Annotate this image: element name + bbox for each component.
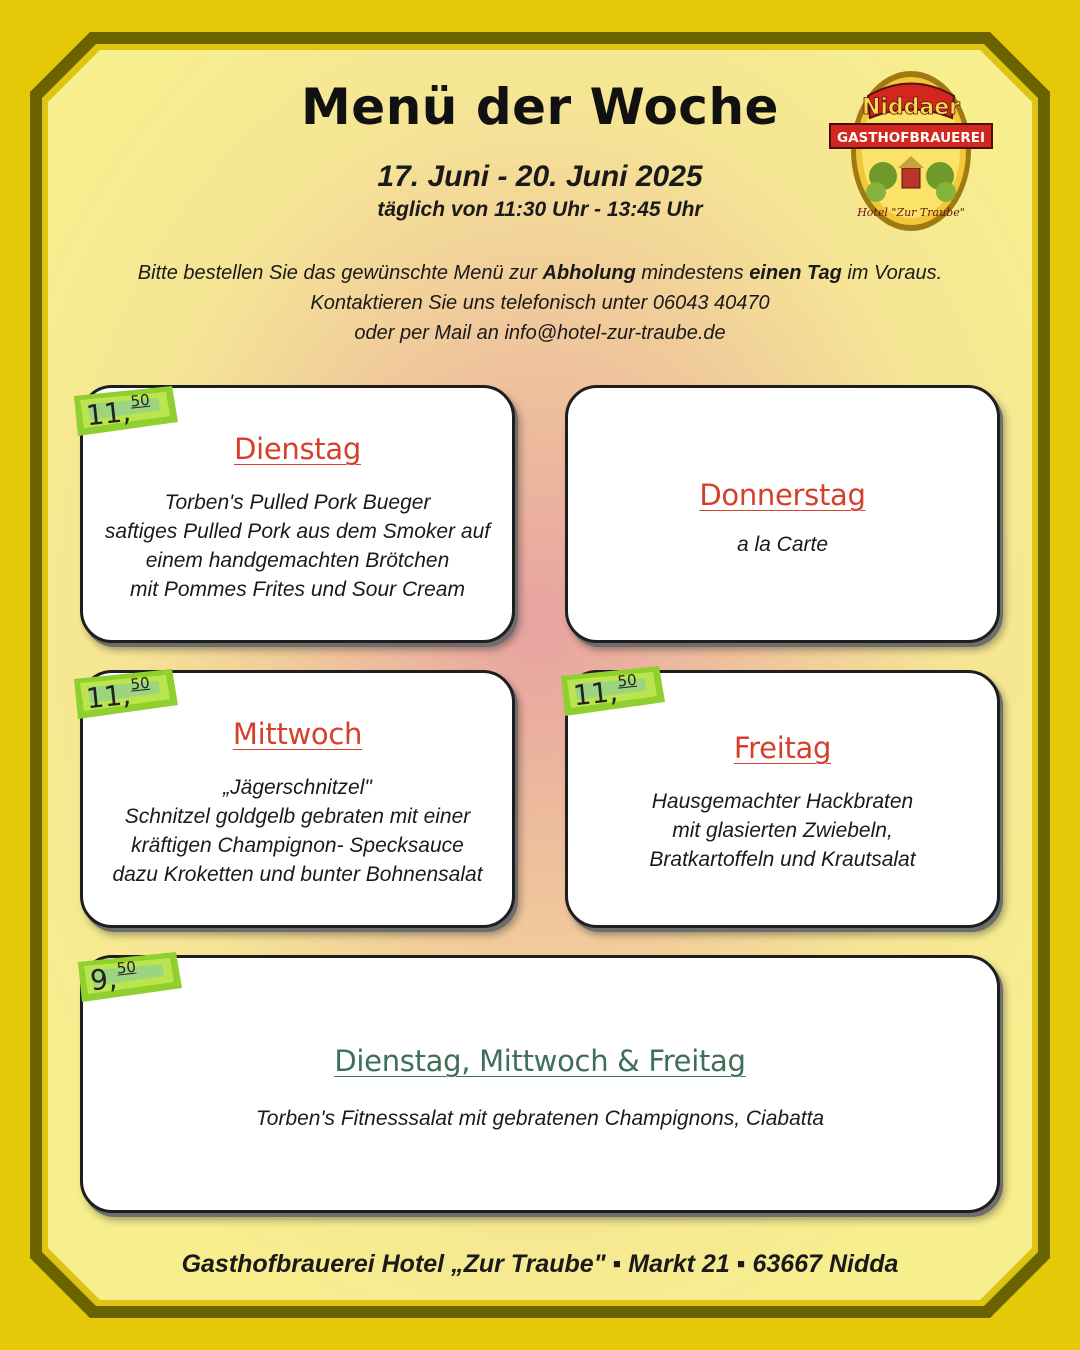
price-tag-salat: 9,50 (72, 948, 184, 1008)
order-info-phone: Kontaktieren Sie uns telefonisch unter 06043 40470 (310, 292, 770, 314)
menu-day-title: Mittwoch (232, 717, 363, 751)
menu-dish-text: a la Carte (736, 533, 829, 556)
order-info-line1: Bitte bestellen Sie das gewünschte Menü zur Abholung mindestens einen Tag im Voraus. (137, 262, 943, 284)
price-tag-freitag: 11,50 (555, 662, 667, 722)
menu-day-title: Dienstag (234, 432, 361, 466)
menu-day-title: Donnerstag (699, 478, 866, 512)
page-title: Menü der Woche (301, 78, 779, 136)
brewery-logo (828, 66, 994, 236)
menu-dish-text: Torben's Pulled Pork Bueger saftiges Pulled Pork aus dem Smoker auf einem handgemachten Brötchen mit Pommes Frites und Sour Cream (104, 491, 491, 601)
menu-card-salat (80, 955, 1000, 1213)
svg-text:Hotel "Zur Traube": Hotel "Zur Traube" (857, 206, 965, 219)
menu-dish-text: „Jägerschnitzel" Schnitzel goldgelb gebraten mit einer kräftigen Champignon- Specksauce dazu Kroketten und bunter Bohnensalat (112, 776, 483, 886)
date-range: 17. Juni - 20. Juni 2025 (377, 160, 703, 193)
menu-day-title: Freitag (733, 731, 832, 765)
svg-text:Niddaer: Niddaer (861, 95, 961, 120)
price-tag-mittwoch: 11,50 (68, 665, 180, 725)
opening-hours: täglich von 11:30 Uhr - 13:45 Uhr (377, 198, 703, 221)
order-info (0, 258, 1080, 348)
menu-day-title: Dienstag, Mittwoch & Freitag (334, 1044, 746, 1078)
menu-dish-text: Hausgemachter Hackbraten mit glasierten Zwiebeln, Bratkartoffeln und Krautsalat (649, 790, 916, 871)
footer-address: Gasthofbrauerei Hotel „Zur Traube" ▪ Markt 21 ▪ 63667 Nidda (181, 1250, 899, 1278)
menu-card-donnerstag (565, 385, 1000, 643)
order-info-email: oder per Mail an info@hotel-zur-traube.de (354, 322, 726, 344)
svg-text:GASTHOFBRAUEREI: GASTHOFBRAUEREI (837, 130, 985, 146)
price-tag-dienstag: 11,50 (68, 382, 180, 442)
menu-dish-text: Torben's Fitnesssalat mit gebratenen Champignons, Ciabatta (255, 1107, 825, 1130)
